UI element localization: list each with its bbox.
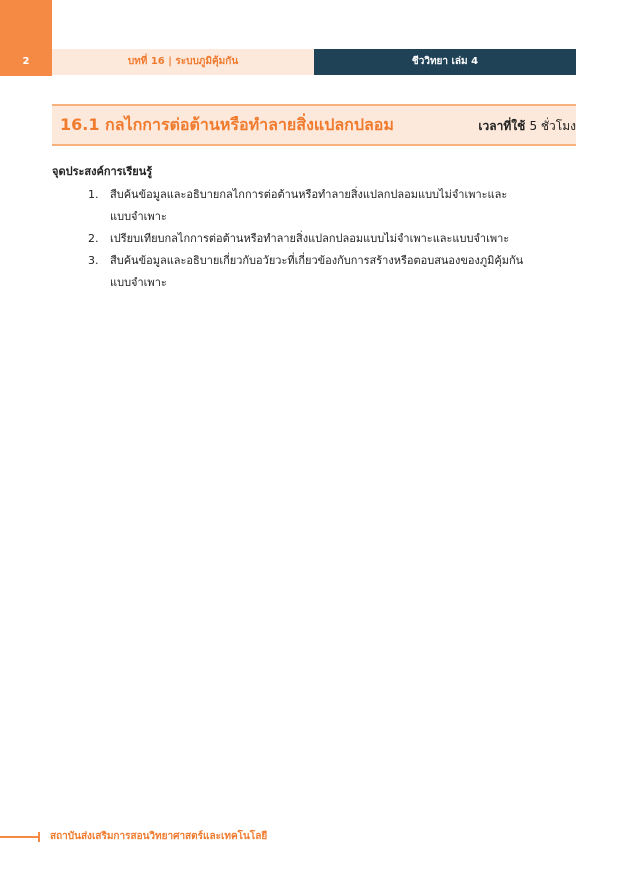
objective-text-continued: แบบจำเพาะ (110, 210, 167, 223)
footer-publisher: สถาบันส่งเสริมการสอนวิทยาศาสตร์และเทคโนโลยี (50, 831, 268, 842)
objective-number: 1. (88, 188, 99, 201)
learning-objectives (52, 162, 578, 294)
objective-item (52, 184, 578, 228)
section-title: 16.1 กลไกการต่อต้านหรือทำลายสิ่งแปลกปลอม (60, 115, 394, 134)
objective-item (52, 228, 578, 250)
section-time-label: เวลาที่ใช้ (478, 119, 526, 133)
section-time-value: 5 ชั่วโมง (529, 119, 576, 133)
objective-item (52, 250, 578, 294)
section-heading-band (52, 104, 576, 146)
book-title-header: ชีววิทยา เล่ม 4 (314, 49, 576, 75)
objectives-list (52, 184, 578, 294)
objective-text: สืบค้นข้อมูลและอธิบายเกี่ยวกับอวัยวะที่เกี่ยวข้องกับการสร้างหรือตอบสนองของภูมิคุ้มกัน (110, 254, 524, 267)
objective-text: สืบค้นข้อมูลและอธิบายกลไกการต่อต้านหรือทำลายสิ่งแปลกปลอมแบบไม่จำเพาะและ (110, 188, 508, 201)
objective-text-continued: แบบจำเพาะ (110, 276, 167, 289)
footer-rule (0, 836, 38, 838)
chapter-header: บทที่ 16 | ระบบภูมิคุ้มกัน (52, 49, 314, 75)
objective-number: 2. (88, 232, 99, 245)
objective-text: เปรียบเทียบกลไกการต่อต้านหรือทำลายสิ่งแปลกปลอมแบบไม่จำเพาะและแบบจำเพาะ (110, 232, 510, 245)
page-number: 2 (22, 56, 30, 67)
section-time (478, 106, 576, 144)
objective-number: 3. (88, 254, 99, 267)
footer-rule-tick (38, 832, 40, 842)
objectives-heading: จุดประสงค์การเรียนรู้ (52, 165, 153, 178)
